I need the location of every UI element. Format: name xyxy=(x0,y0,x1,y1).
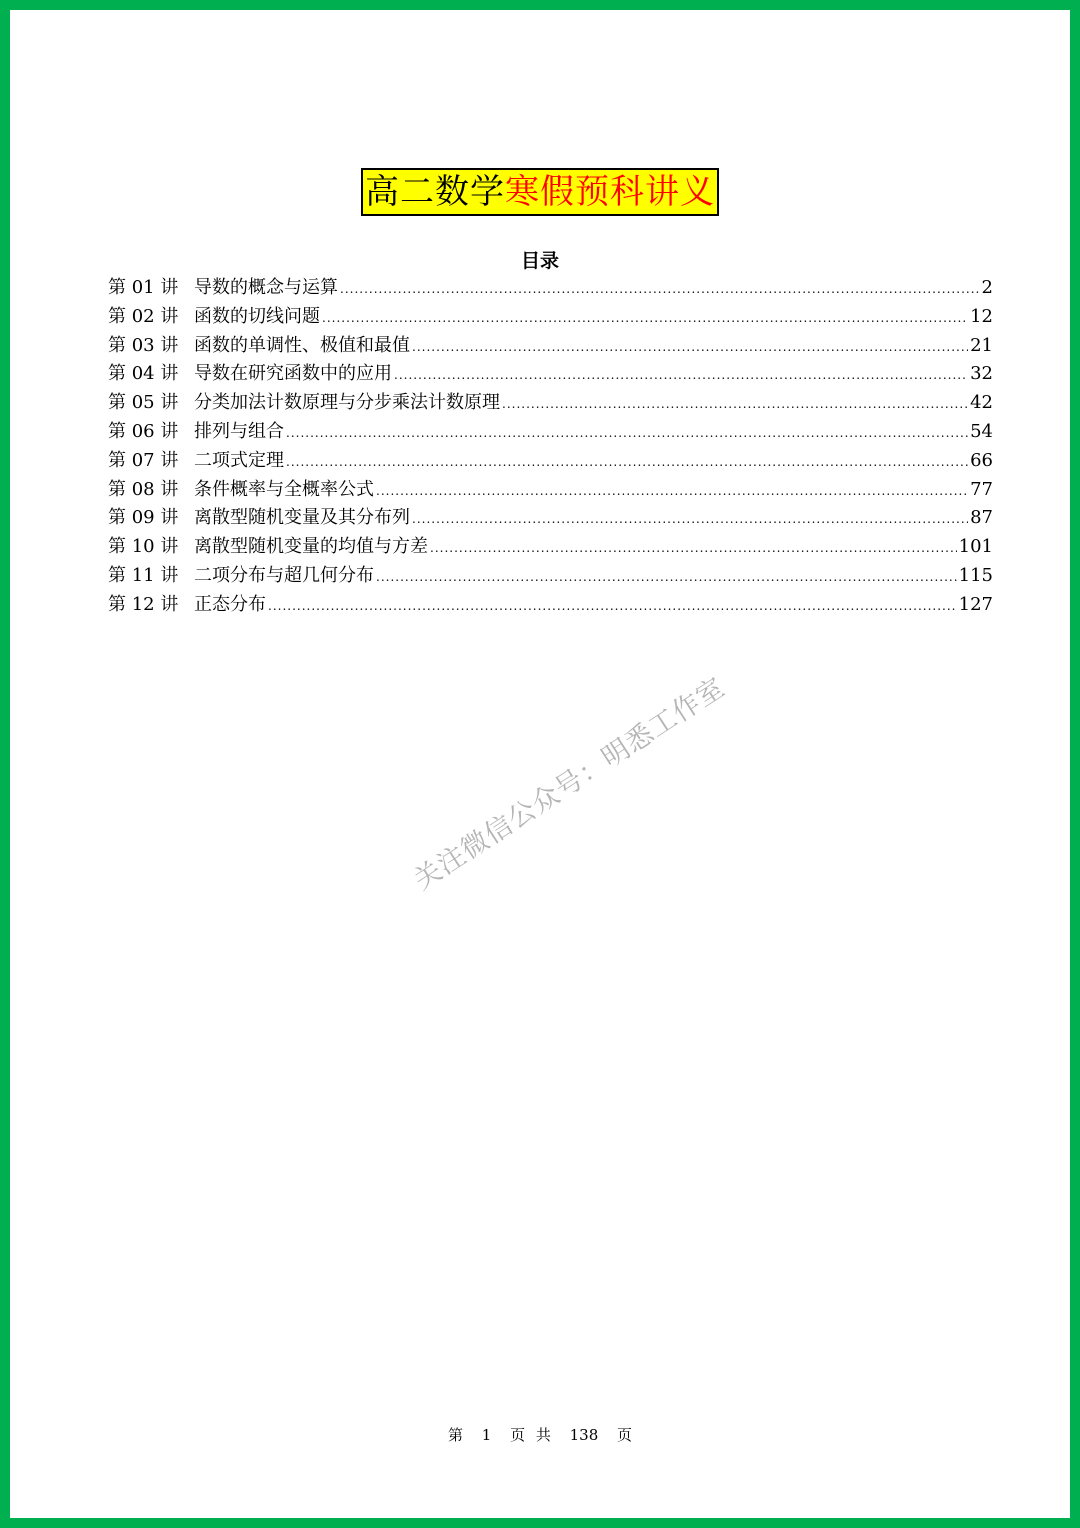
toc-entry-page: 101 xyxy=(958,536,993,558)
toc-entry[interactable] xyxy=(108,532,993,561)
toc-entry-number: 第 03 讲 xyxy=(108,334,179,356)
toc-leader-dots xyxy=(286,426,968,440)
toc-entry[interactable] xyxy=(108,273,993,302)
toc-entry[interactable] xyxy=(108,359,993,388)
toc-leader-dots xyxy=(376,570,957,584)
toc-leader-dots xyxy=(394,368,968,382)
toc-entry-page: 127 xyxy=(958,593,993,615)
toc-entry-number: 第 08 讲 xyxy=(108,478,179,500)
title-black-part: 高二数学 xyxy=(365,172,505,212)
toc-entry-page: 32 xyxy=(970,363,993,385)
toc-entry-number: 第 06 讲 xyxy=(108,420,179,442)
page-footer xyxy=(10,1424,1070,1445)
toc-leader-dots xyxy=(322,311,968,325)
toc-entry-title: 离散型随机变量的均值与方差 xyxy=(194,536,428,558)
footer-page-suffix: 页 xyxy=(617,1426,633,1444)
toc-entry-title: 条件概率与全概率公式 xyxy=(194,478,374,500)
watermark: 关注微信公众号：明悉工作室 xyxy=(408,671,731,897)
toc-entry-page: 42 xyxy=(970,392,993,414)
toc-entry-title: 正态分布 xyxy=(194,593,266,615)
toc-entry-title: 函数的单调性、极值和最值 xyxy=(194,334,410,356)
toc-entry-title: 分类加法计数原理与分步乘法计数原理 xyxy=(194,392,500,414)
footer-current-page: 1 xyxy=(481,1426,492,1444)
toc-entry-number: 第 07 讲 xyxy=(108,449,179,471)
toc-entry[interactable] xyxy=(108,417,993,446)
footer-page-mid: 页 共 xyxy=(510,1426,551,1444)
document-title xyxy=(361,168,719,216)
toc-entry-page: 2 xyxy=(981,277,993,298)
toc-entry-page: 77 xyxy=(970,478,993,500)
toc-entry-number: 第 12 讲 xyxy=(108,593,179,615)
toc-leader-dots xyxy=(502,397,968,411)
toc-entry-title: 离散型随机变量及其分布列 xyxy=(194,507,410,529)
toc-leader-dots xyxy=(286,455,968,469)
toc-entry-number: 第 10 讲 xyxy=(108,536,179,558)
toc-entry-title: 导数的概念与运算 xyxy=(194,277,338,298)
footer-page-prefix: 第 xyxy=(447,1426,463,1444)
table-of-contents xyxy=(108,273,993,619)
toc-entry-number: 第 11 讲 xyxy=(108,564,179,586)
toc-entry-page: 54 xyxy=(970,420,993,442)
toc-entry-title: 函数的切线问题 xyxy=(194,305,320,327)
title-red-part: 寒假预科讲义 xyxy=(505,172,715,212)
toc-entry[interactable] xyxy=(108,331,993,360)
toc-entry[interactable] xyxy=(108,503,993,532)
toc-entry-page: 12 xyxy=(970,305,993,327)
toc-entry[interactable] xyxy=(108,446,993,475)
toc-leader-dots xyxy=(430,541,957,555)
toc-entry-number: 第 01 讲 xyxy=(108,277,179,298)
toc-entry-page: 87 xyxy=(970,507,993,529)
toc-entry[interactable] xyxy=(108,590,993,619)
toc-leader-dots xyxy=(340,282,980,296)
toc-entry[interactable] xyxy=(108,561,993,590)
toc-entry[interactable] xyxy=(108,475,993,504)
toc-leader-dots xyxy=(412,512,968,526)
toc-heading: 目录 xyxy=(520,250,559,272)
title-container xyxy=(10,168,1070,216)
toc-entry[interactable] xyxy=(108,388,993,417)
toc-leader-dots xyxy=(268,599,957,613)
toc-entry-number: 第 09 讲 xyxy=(108,507,179,529)
toc-entry-number: 第 04 讲 xyxy=(108,363,179,385)
toc-leader-dots xyxy=(376,484,968,498)
toc-entry-title: 二项式定理 xyxy=(194,449,284,471)
footer-total-pages: 138 xyxy=(569,1426,599,1444)
toc-entry-page: 21 xyxy=(970,334,993,356)
toc-entry-page: 115 xyxy=(958,564,993,586)
toc-entry-number: 第 02 讲 xyxy=(108,305,179,327)
toc-entry-title: 导数在研究函数中的应用 xyxy=(194,363,392,385)
toc-entry-number: 第 05 讲 xyxy=(108,392,179,414)
toc-entry-page: 66 xyxy=(970,449,993,471)
toc-leader-dots xyxy=(412,340,968,354)
toc-entry-title: 二项分布与超几何分布 xyxy=(194,564,374,586)
toc-entry[interactable] xyxy=(108,302,993,331)
toc-entry-title: 排列与组合 xyxy=(194,420,284,442)
